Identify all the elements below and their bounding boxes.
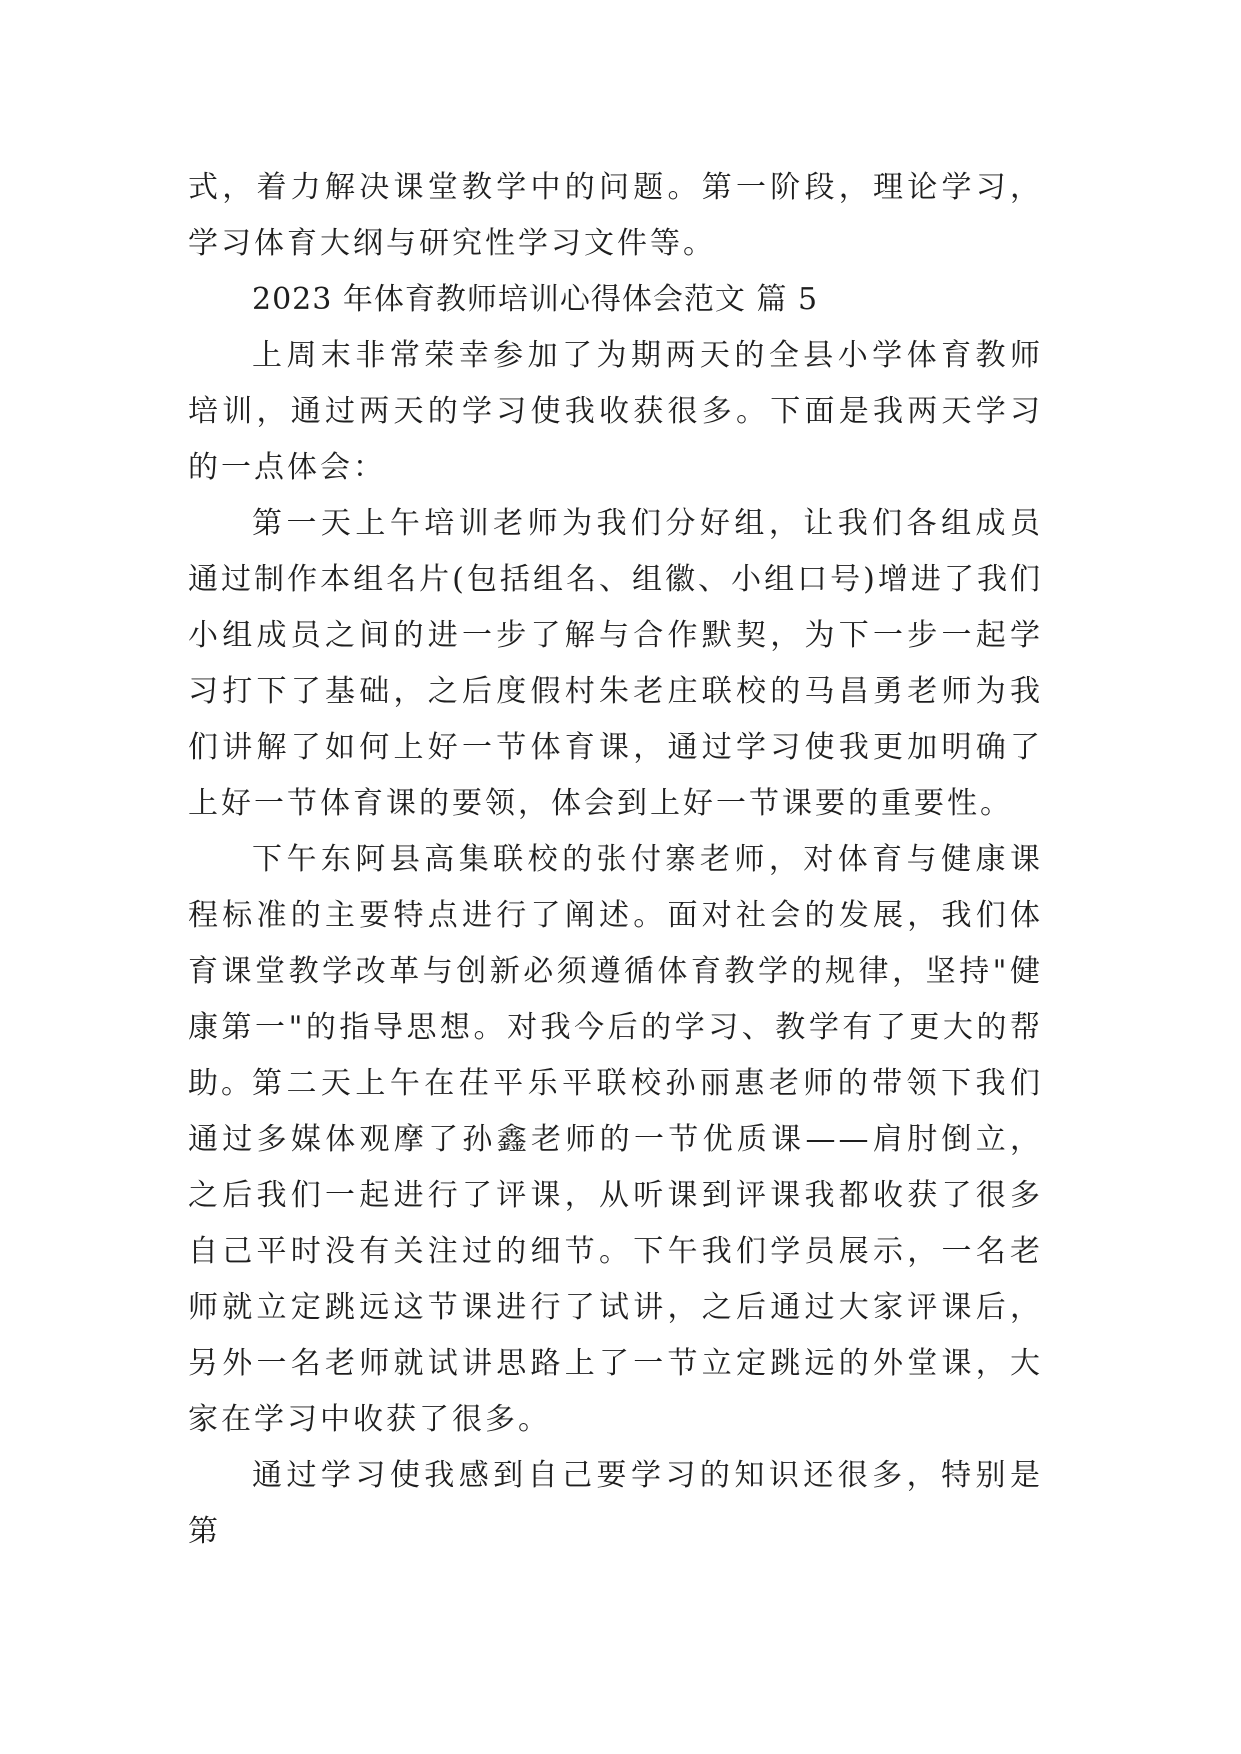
- body-paragraph: 上周末非常荣幸参加了为期两天的全县小学体育教师培训，通过两天的学习使我收获很多。下面是我两天学习的一点体会：: [188, 338, 1043, 485]
- continuation-paragraph: 式，着力解决课堂教学中的问题。第一阶段，理论学习，学习体育大纲与研究性学习文件等。: [188, 170, 1043, 261]
- section-heading: 2023 年体育教师培训心得体会范文 篇 5: [252, 282, 819, 317]
- body-paragraph: 第一天上午培训老师为我们分好组，让我们各组成员通过制作本组名片(包括组名、组徽、小组口号)增进了我们小组成员之间的进一步了解与合作默契，为下一步一起学习打下了基础，之后度假村朱老庄联校的马昌勇老师为我们讲解了如何上好一节体育课，通过学习使我更加明确了上好一节体育课的要领，体会到上好一节课要的重要性。: [188, 506, 1043, 821]
- body-paragraph: 通过学习使我感到自己要学习的知识还很多，特别是第: [188, 1458, 1043, 1549]
- body-paragraph: 下午东阿县高集联校的张付寨老师，对体育与健康课程标准的主要特点进行了阐述。面对社会的发展，我们体育课堂教学改革与创新必须遵循体育教学的规律，坚持"健康第一"的指导思想。对我今后的学习、教学有了更大的帮助。: [188, 842, 1043, 1101]
- body-paragraph: 第二天上午在茌平乐平联校孙丽惠老师的带领下我们通过多媒体观摩了孙鑫老师的一节优质课——肩肘倒立，之后我们一起进行了评课，从听课到评课我都收获了很多自己平时没有关注过的细节。下午我们学员展示，一名老师就立定跳远这节课进行了试讲，之后通过大家评课后，另外一名老师就试讲思路上了一节立定跳远的外堂课，大家在学习中收获了很多。: [188, 1066, 1043, 1437]
